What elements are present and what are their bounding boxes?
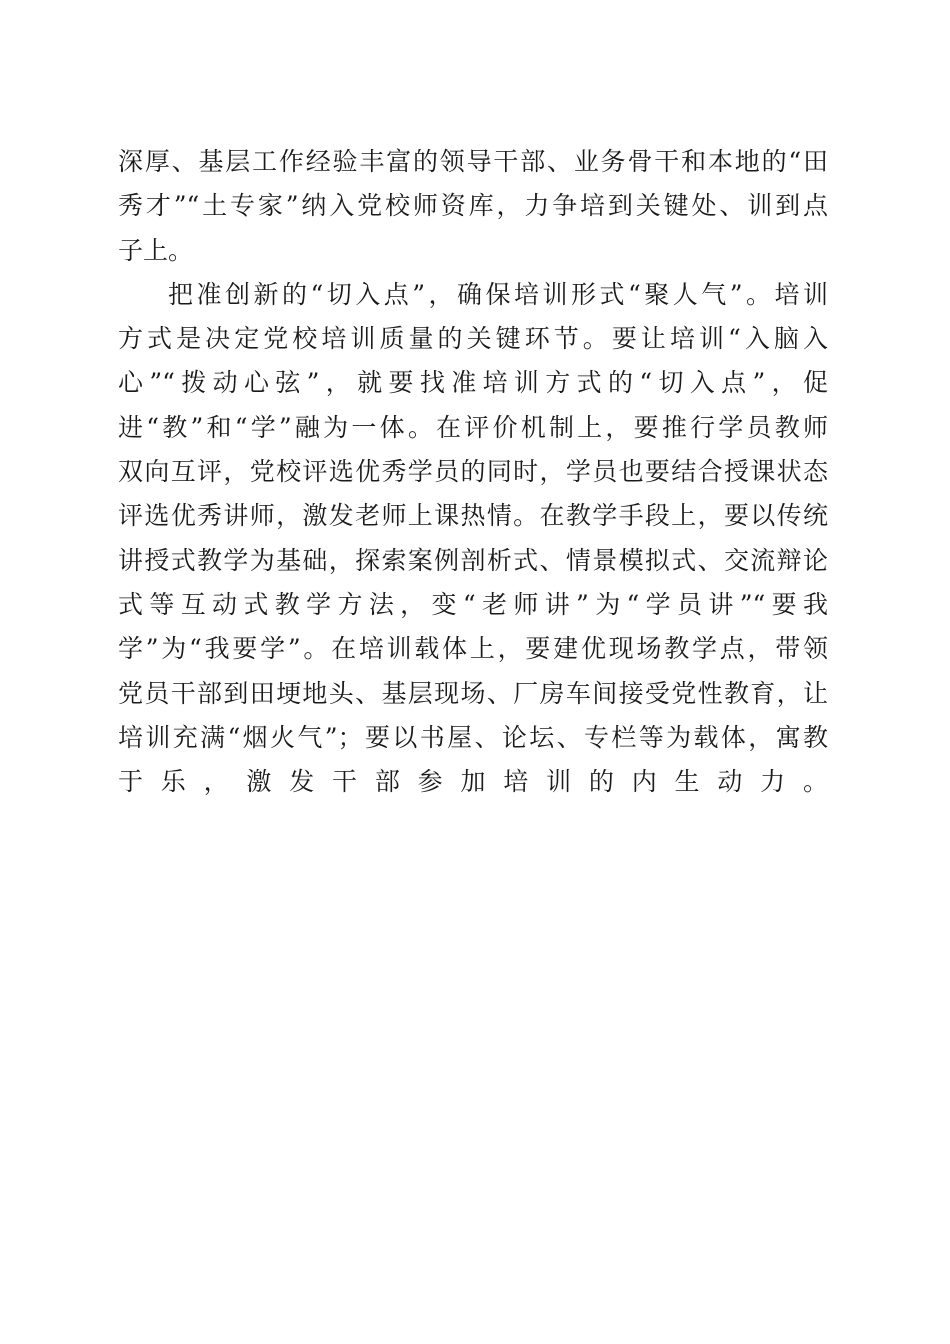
- paragraph-2: [118, 273, 828, 849]
- text-line: 心”“拨动心弦”，就要找准培训方式的“切入点”，促: [118, 368, 828, 398]
- text-line: 培训充满“烟火气”；要以书屋、论坛、专栏等为载体，寓教: [118, 722, 828, 752]
- text-line: 把准创新的“切入点”，确保培训形式“聚人气”。培训: [168, 279, 828, 309]
- text-line: [118, 804, 828, 848]
- text-line: 深厚、基层工作经验丰富的领导干部、业务骨干和本地的“田: [118, 147, 828, 176]
- text-line: 于乐，激发干部参加培训的内生动力。: [118, 767, 828, 797]
- text-line: 进“教”和“学”融为一体。在评价机制上，要推行学员教师: [118, 412, 828, 442]
- text-line: 秀才”“土专家”纳入党校师资库，力争培到关键处、训到点: [118, 191, 828, 221]
- text-line: 学”为“我要学”。在培训载体上，要建优现场教学点，带领: [118, 634, 828, 664]
- text-line: 讲授式教学为基础，探索案例剖析式、情景模拟式、交流辩论: [118, 545, 828, 575]
- paragraph-1: [118, 140, 828, 273]
- text-line: 评选优秀讲师，激发老师上课热情。在教学手段上，要以传统: [118, 501, 828, 531]
- text-line: 党员干部到田埂地头、基层现场、厂房车间接受党性教育，让: [118, 678, 828, 708]
- document-body: [118, 140, 828, 849]
- text-line: 子上。: [118, 235, 194, 265]
- text-line: 方式是决定党校培训质量的关键环节。要让培训“入脑入: [118, 324, 828, 354]
- text-line: 式等互动式教学方法，变“老师讲”为“学员讲”“要我: [118, 589, 828, 619]
- text-line: 双向互评，党校评选优秀学员的同时，学员也要结合授课状态: [118, 457, 828, 487]
